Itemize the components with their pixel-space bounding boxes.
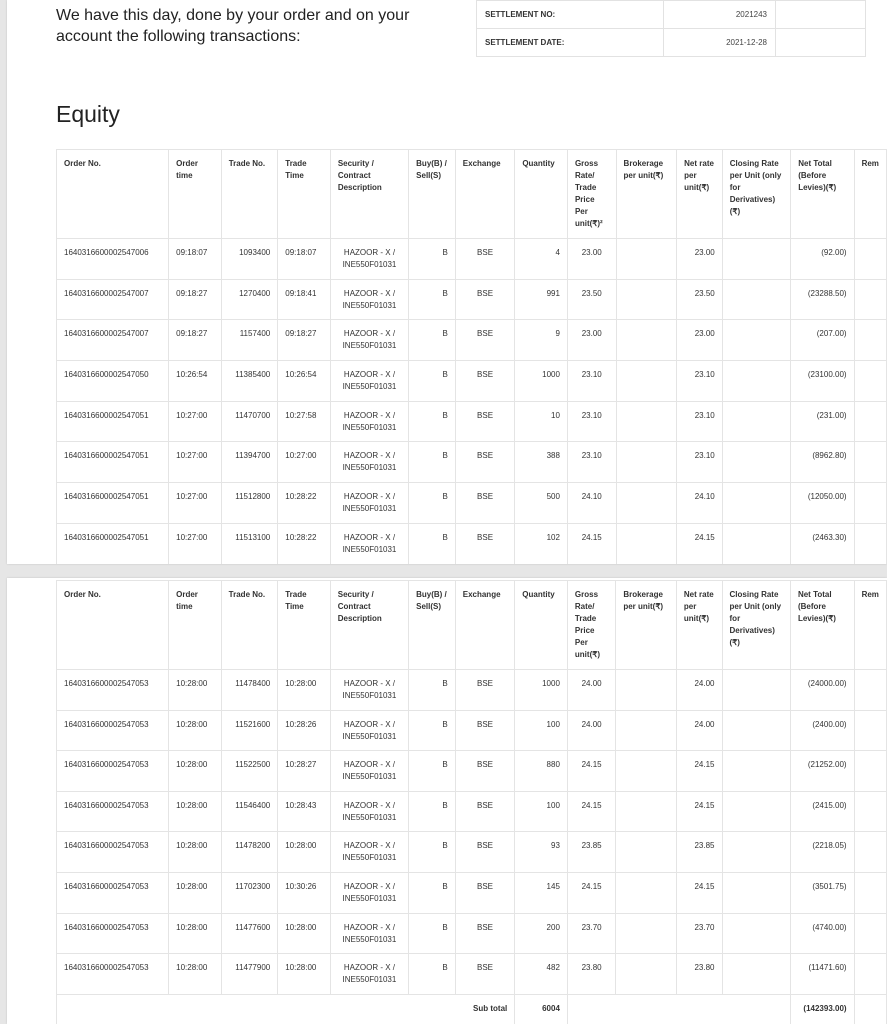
subtotal-row (57, 994, 887, 1024)
subtotal-net-total: (142393.00) (790, 994, 854, 1024)
col-header-closing-rate: Closing Rate per Unit (only for Derivatives) (₹) (722, 581, 790, 670)
security-cell: HAZOOR - X / INE550F01031 (330, 791, 408, 832)
order-time-cell: 09:18:07 (169, 239, 222, 280)
brokerage-cell (616, 483, 677, 524)
table-row (57, 670, 887, 711)
order-no-cell: 1640316600002547053 (57, 832, 169, 873)
trade-time-cell: 10:28:22 (278, 523, 331, 564)
settlement-no-row (477, 1, 866, 29)
gross-rate-cell: 24.15 (567, 751, 615, 792)
remarks-cell (854, 791, 886, 832)
quantity-cell: 482 (515, 954, 568, 995)
net-rate-cell: 23.50 (677, 279, 723, 320)
table-row (57, 710, 887, 751)
trade-no-cell: 11477600 (221, 913, 278, 954)
order-no-cell: 1640316600002547007 (57, 320, 169, 361)
remarks-cell (854, 279, 886, 320)
trade-time-cell: 09:18:07 (278, 239, 331, 280)
trade-no-cell: 11546400 (221, 791, 278, 832)
buy-sell-cell: B (409, 791, 456, 832)
brokerage-cell (616, 872, 677, 913)
table-row (57, 442, 887, 483)
gross-rate-cell: 24.15 (567, 872, 615, 913)
exchange-cell: BSE (455, 710, 515, 751)
net-rate-cell: 24.00 (676, 670, 722, 711)
closing-rate-cell (722, 483, 790, 524)
trade-no-cell: 11702300 (221, 872, 278, 913)
col-header-brokerage: Brokerage per unit(₹) (616, 581, 677, 670)
table-row (57, 791, 887, 832)
col-header-closing-rate: Closing Rate per Unit (only for Derivatives) (₹) (722, 150, 790, 239)
net-rate-cell: 23.10 (677, 401, 723, 442)
order-no-cell: 1640316600002547051 (57, 483, 169, 524)
trade-time-cell: 10:28:26 (278, 710, 331, 751)
col-header-order-time: Order time (169, 581, 222, 670)
net-rate-cell: 23.10 (677, 442, 723, 483)
net-rate-cell: 24.15 (676, 751, 722, 792)
net-total-cell: (24000.00) (790, 670, 854, 711)
quantity-cell: 1000 (515, 670, 568, 711)
buy-sell-cell: B (409, 320, 456, 361)
settlement-date-empty (776, 29, 866, 57)
order-no-cell: 1640316600002547051 (57, 442, 169, 483)
brokerage-cell (616, 710, 677, 751)
brokerage-cell (616, 320, 677, 361)
subtotal-blank (854, 994, 886, 1024)
exchange-cell: BSE (455, 791, 515, 832)
trade-time-cell: 09:18:41 (278, 279, 331, 320)
trade-no-cell: 11394700 (221, 442, 278, 483)
exchange-cell: BSE (455, 239, 515, 280)
security-cell: HAZOOR - X / INE550F01031 (330, 751, 408, 792)
table-row (57, 523, 887, 564)
quantity-cell: 1000 (515, 361, 568, 402)
net-total-cell: (3501.75) (790, 872, 854, 913)
table-row (57, 320, 887, 361)
order-no-cell: 1640316600002547053 (57, 710, 169, 751)
col-header-gross-rate: Gross Rate/ Trade Price Per unit(₹) (567, 581, 615, 670)
net-total-cell: (231.00) (791, 401, 854, 442)
col-header-buy-sell: Buy(B) / Sell(S) (409, 150, 456, 239)
brokerage-cell (616, 239, 677, 280)
closing-rate-cell (722, 279, 790, 320)
quantity-cell: 500 (515, 483, 568, 524)
col-header-net-total: Net Total (Before Levies)(₹) (791, 150, 854, 239)
net-total-cell: (12050.00) (791, 483, 854, 524)
trade-no-cell: 11478200 (221, 832, 278, 873)
brokerage-cell (616, 401, 677, 442)
brokerage-cell (616, 523, 677, 564)
order-no-cell: 1640316600002547053 (57, 954, 169, 995)
closing-rate-cell (722, 442, 790, 483)
col-header-buy-sell: Buy(B) / Sell(S) (409, 581, 456, 670)
col-header-quantity: Quantity (515, 150, 568, 239)
trade-no-cell: 11513100 (221, 523, 278, 564)
trade-no-cell: 11477900 (221, 954, 278, 995)
table-row (57, 872, 887, 913)
settlement-no-empty (776, 1, 866, 29)
order-time-cell: 10:27:00 (169, 523, 222, 564)
trade-time-cell: 10:28:22 (278, 483, 331, 524)
settlement-no-value: 2021243 (664, 1, 776, 29)
settlement-no-label: SETTLEMENT NO: (477, 1, 664, 29)
quantity-cell: 145 (515, 872, 568, 913)
buy-sell-cell: B (409, 279, 456, 320)
closing-rate-cell (722, 361, 790, 402)
col-header-trade-no: Trade No. (221, 581, 278, 670)
col-header-trade-no: Trade No. (221, 150, 278, 239)
table-row (57, 832, 887, 873)
net-rate-cell: 23.85 (676, 832, 722, 873)
security-cell: HAZOOR - X / INE550F01031 (330, 401, 408, 442)
buy-sell-cell: B (409, 832, 456, 873)
table-body (57, 670, 887, 1024)
order-time-cell: 10:28:00 (169, 710, 222, 751)
buy-sell-cell: B (409, 913, 456, 954)
order-time-cell: 10:28:00 (169, 913, 222, 954)
trade-time-cell: 10:28:00 (278, 913, 331, 954)
closing-rate-cell (722, 791, 790, 832)
trade-time-cell: 10:28:00 (278, 670, 331, 711)
net-total-cell: (23288.50) (791, 279, 854, 320)
security-cell: HAZOOR - X / INE550F01031 (330, 279, 408, 320)
net-total-cell: (8962.80) (791, 442, 854, 483)
trade-time-cell: 10:26:54 (278, 361, 331, 402)
table-body (57, 239, 887, 565)
order-time-cell: 09:18:27 (169, 279, 222, 320)
order-no-cell: 1640316600002547051 (57, 401, 169, 442)
trade-time-cell: 09:18:27 (278, 320, 331, 361)
closing-rate-cell (722, 320, 790, 361)
trade-no-cell: 11478400 (221, 670, 278, 711)
gross-rate-cell: 23.85 (567, 832, 615, 873)
net-total-cell: (21252.00) (790, 751, 854, 792)
order-no-cell: 1640316600002547006 (57, 239, 169, 280)
gross-rate-cell: 24.15 (567, 523, 616, 564)
col-header-remarks: Rem (854, 150, 886, 239)
closing-rate-cell (722, 913, 790, 954)
order-time-cell: 10:27:00 (169, 483, 222, 524)
order-no-cell: 1640316600002547053 (57, 751, 169, 792)
remarks-cell (854, 954, 886, 995)
remarks-cell (854, 710, 886, 751)
net-total-cell: (207.00) (791, 320, 854, 361)
exchange-cell: BSE (455, 872, 515, 913)
table-row (57, 913, 887, 954)
col-header-security: Security / Contract Description (330, 581, 408, 670)
col-header-gross-rate: Gross Rate/ Trade Price Per unit(₹)² (567, 150, 616, 239)
closing-rate-cell (722, 401, 790, 442)
security-cell: HAZOOR - X / INE550F01031 (330, 483, 408, 524)
buy-sell-cell: B (409, 954, 456, 995)
order-no-cell: 1640316600002547053 (57, 791, 169, 832)
exchange-cell: BSE (455, 401, 515, 442)
remarks-cell (854, 361, 886, 402)
quantity-cell: 10 (515, 401, 568, 442)
net-total-cell: (2463.30) (791, 523, 854, 564)
exchange-cell: BSE (455, 279, 515, 320)
security-cell: HAZOOR - X / INE550F01031 (330, 320, 408, 361)
exchange-cell: BSE (455, 442, 515, 483)
table-row (57, 401, 887, 442)
trade-no-cell: 11522500 (221, 751, 278, 792)
gross-rate-cell: 23.10 (567, 442, 616, 483)
closing-rate-cell (722, 239, 790, 280)
col-header-order-time: Order time (169, 150, 222, 239)
brokerage-cell (616, 670, 677, 711)
quantity-cell: 991 (515, 279, 568, 320)
net-total-cell: (23100.00) (791, 361, 854, 402)
order-time-cell: 10:27:00 (169, 401, 222, 442)
settlement-info-table (476, 0, 866, 57)
buy-sell-cell: B (409, 239, 456, 280)
subtotal-quantity: 6004 (515, 994, 568, 1024)
buy-sell-cell: B (409, 401, 456, 442)
quantity-cell: 102 (515, 523, 568, 564)
buy-sell-cell: B (409, 361, 456, 402)
brokerage-cell (616, 913, 677, 954)
order-no-cell: 1640316600002547007 (57, 279, 169, 320)
exchange-cell: BSE (455, 954, 515, 995)
table-row (57, 954, 887, 995)
remarks-cell (854, 751, 886, 792)
table-row (57, 751, 887, 792)
closing-rate-cell (722, 670, 790, 711)
remarks-cell (854, 523, 886, 564)
security-cell: HAZOOR - X / INE550F01031 (330, 670, 408, 711)
quantity-cell: 388 (515, 442, 568, 483)
settlement-date-label: SETTLEMENT DATE: (477, 29, 664, 57)
trade-time-cell: 10:27:58 (278, 401, 331, 442)
col-header-net-rate: Net rate per unit(₹) (677, 150, 723, 239)
remarks-cell (854, 401, 886, 442)
col-header-exchange: Exchange (455, 150, 515, 239)
order-no-cell: 1640316600002547053 (57, 872, 169, 913)
col-header-remarks: Rem (854, 581, 886, 670)
order-time-cell: 10:28:00 (169, 832, 222, 873)
equity-transactions-table (56, 149, 887, 564)
settlement-date-value: 2021-12-28 (664, 29, 776, 57)
closing-rate-cell (722, 523, 790, 564)
intro-text: We have this day, done by your order and on your account the following transactions: (56, 7, 410, 45)
closing-rate-cell (722, 710, 790, 751)
net-rate-cell: 23.10 (677, 361, 723, 402)
security-cell: HAZOOR - X / INE550F01031 (330, 954, 408, 995)
trade-no-cell: 11521600 (221, 710, 278, 751)
col-header-exchange: Exchange (455, 581, 515, 670)
brokerage-cell (616, 442, 677, 483)
net-total-cell: (11471.60) (790, 954, 854, 995)
remarks-cell (854, 239, 886, 280)
security-cell: HAZOOR - X / INE550F01031 (330, 239, 408, 280)
net-rate-cell: 24.15 (676, 791, 722, 832)
col-header-net-rate: Net rate per unit(₹) (676, 581, 722, 670)
order-time-cell: 10:28:00 (169, 670, 222, 711)
subtotal-blank (567, 994, 790, 1024)
order-time-cell: 10:28:00 (169, 751, 222, 792)
col-header-security: Security / Contract Description (330, 150, 408, 239)
gross-rate-cell: 24.10 (567, 483, 616, 524)
buy-sell-cell: B (409, 710, 456, 751)
brokerage-cell (616, 832, 677, 873)
remarks-cell (854, 913, 886, 954)
col-header-net-total: Net Total (Before Levies)(₹) (790, 581, 854, 670)
trade-no-cell: 1270400 (221, 279, 278, 320)
security-cell: HAZOOR - X / INE550F01031 (330, 361, 408, 402)
order-no-cell: 1640316600002547051 (57, 523, 169, 564)
security-cell: HAZOOR - X / INE550F01031 (330, 523, 408, 564)
brokerage-cell (616, 791, 677, 832)
buy-sell-cell: B (409, 523, 456, 564)
net-total-cell: (4740.00) (790, 913, 854, 954)
gross-rate-cell: 23.00 (567, 320, 616, 361)
remarks-cell (854, 832, 886, 873)
col-header-brokerage: Brokerage per unit(₹) (616, 150, 677, 239)
exchange-cell: BSE (455, 361, 515, 402)
remarks-cell (854, 320, 886, 361)
gross-rate-cell: 23.80 (567, 954, 615, 995)
document-page-2 (7, 578, 887, 1024)
exchange-cell: BSE (455, 670, 515, 711)
gross-rate-cell: 24.15 (567, 791, 615, 832)
document-page-1 (7, 0, 887, 564)
quantity-cell: 200 (515, 913, 568, 954)
trade-time-cell: 10:28:00 (278, 832, 331, 873)
closing-rate-cell (722, 832, 790, 873)
net-total-cell: (92.00) (791, 239, 854, 280)
table-header-row (57, 150, 887, 239)
gross-rate-cell: 23.10 (567, 401, 616, 442)
net-rate-cell: 23.80 (676, 954, 722, 995)
exchange-cell: BSE (455, 483, 515, 524)
trade-time-cell: 10:30:26 (278, 872, 331, 913)
buy-sell-cell: B (409, 872, 456, 913)
closing-rate-cell (722, 751, 790, 792)
section-title: Equity (56, 101, 120, 127)
net-rate-cell: 24.00 (676, 710, 722, 751)
order-time-cell: 10:27:00 (169, 442, 222, 483)
gross-rate-cell: 24.00 (567, 710, 615, 751)
trade-time-cell: 10:28:27 (278, 751, 331, 792)
security-cell: HAZOOR - X / INE550F01031 (330, 832, 408, 873)
net-rate-cell: 24.10 (677, 483, 723, 524)
security-cell: HAZOOR - X / INE550F01031 (330, 710, 408, 751)
buy-sell-cell: B (409, 670, 456, 711)
net-rate-cell: 23.70 (676, 913, 722, 954)
trade-no-cell: 11512800 (221, 483, 278, 524)
exchange-cell: BSE (455, 832, 515, 873)
order-time-cell: 09:18:27 (169, 320, 222, 361)
order-time-cell: 10:28:00 (169, 872, 222, 913)
remarks-cell (854, 483, 886, 524)
trade-no-cell: 1157400 (221, 320, 278, 361)
col-header-quantity: Quantity (515, 581, 568, 670)
col-header-order-no: Order No. (57, 581, 169, 670)
net-rate-cell: 24.15 (677, 523, 723, 564)
quantity-cell: 100 (515, 791, 568, 832)
trade-time-cell: 10:28:00 (278, 954, 331, 995)
table-row (57, 279, 887, 320)
col-header-trade-time: Trade Time (278, 581, 331, 670)
quantity-cell: 93 (515, 832, 568, 873)
net-total-cell: (2400.00) (790, 710, 854, 751)
closing-rate-cell (722, 954, 790, 995)
trade-no-cell: 11470700 (221, 401, 278, 442)
exchange-cell: BSE (455, 751, 515, 792)
order-no-cell: 1640316600002547053 (57, 913, 169, 954)
table-row (57, 361, 887, 402)
brokerage-cell (616, 361, 677, 402)
trade-no-cell: 11385400 (221, 361, 278, 402)
exchange-cell: BSE (455, 523, 515, 564)
table-row (57, 239, 887, 280)
quantity-cell: 4 (515, 239, 568, 280)
trade-time-cell: 10:28:43 (278, 791, 331, 832)
brokerage-cell (616, 954, 677, 995)
net-rate-cell: 23.00 (677, 239, 723, 280)
buy-sell-cell: B (409, 483, 456, 524)
brokerage-cell (616, 751, 677, 792)
net-total-cell: (2218.05) (790, 832, 854, 873)
quantity-cell: 9 (515, 320, 568, 361)
security-cell: HAZOOR - X / INE550F01031 (330, 442, 408, 483)
buy-sell-cell: B (409, 442, 456, 483)
equity-transactions-table-continued (56, 580, 887, 1024)
gross-rate-cell: 23.50 (567, 279, 616, 320)
gross-rate-cell: 24.00 (567, 670, 615, 711)
table-row (57, 483, 887, 524)
security-cell: HAZOOR - X / INE550F01031 (330, 872, 408, 913)
remarks-cell (854, 442, 886, 483)
order-time-cell: 10:28:00 (169, 954, 222, 995)
exchange-cell: BSE (455, 320, 515, 361)
exchange-cell: BSE (455, 913, 515, 954)
subtotal-label: Sub total (57, 994, 515, 1024)
net-rate-cell: 23.00 (677, 320, 723, 361)
net-rate-cell: 24.15 (676, 872, 722, 913)
remarks-cell (854, 670, 886, 711)
order-no-cell: 1640316600002547053 (57, 670, 169, 711)
buy-sell-cell: B (409, 751, 456, 792)
order-time-cell: 10:28:00 (169, 791, 222, 832)
quantity-cell: 100 (515, 710, 568, 751)
closing-rate-cell (722, 872, 790, 913)
net-total-cell: (2415.00) (790, 791, 854, 832)
table-header-row (57, 581, 887, 670)
gross-rate-cell: 23.10 (567, 361, 616, 402)
trade-time-cell: 10:27:00 (278, 442, 331, 483)
order-no-cell: 1640316600002547050 (57, 361, 169, 402)
trade-no-cell: 1093400 (221, 239, 278, 280)
col-header-trade-time: Trade Time (278, 150, 331, 239)
gross-rate-cell: 23.00 (567, 239, 616, 280)
order-time-cell: 10:26:54 (169, 361, 222, 402)
gross-rate-cell: 23.70 (567, 913, 615, 954)
security-cell: HAZOOR - X / INE550F01031 (330, 913, 408, 954)
brokerage-cell (616, 279, 677, 320)
col-header-order-no: Order No. (57, 150, 169, 239)
remarks-cell (854, 872, 886, 913)
quantity-cell: 880 (515, 751, 568, 792)
settlement-date-row (477, 29, 866, 57)
